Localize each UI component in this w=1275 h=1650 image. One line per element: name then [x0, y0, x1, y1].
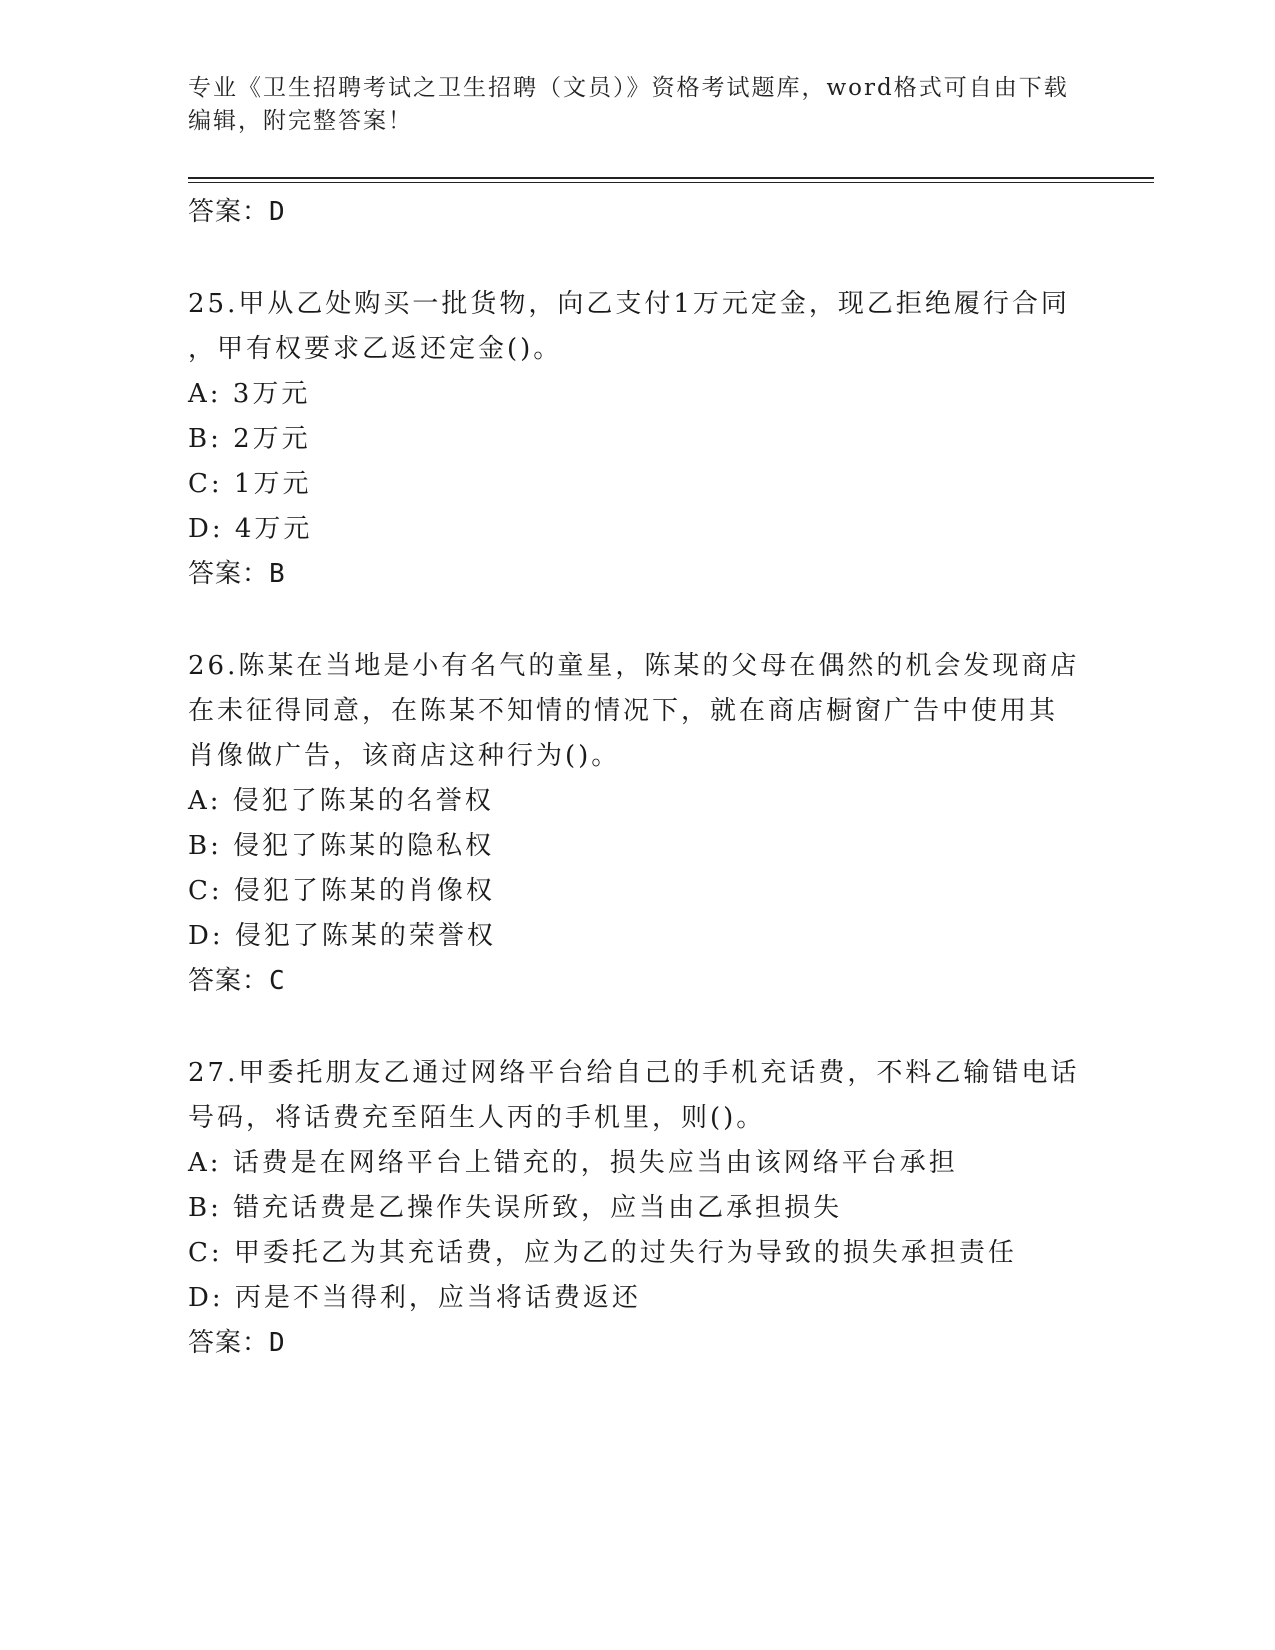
- previous-answer: [188, 190, 1088, 235]
- header-line-2: 编辑，附完整答案！: [188, 108, 413, 134]
- question-stem-line: ，甲有权要求乙返还定金()。: [188, 334, 563, 364]
- answer-label: 答案：: [188, 197, 270, 227]
- option-a: A: 话费是在网络平台上错充的，损失应当由该网络平台承担: [188, 1148, 958, 1178]
- question-stem-line: 25.甲从乙处购买一批货物，向乙支付1万元定金，现乙拒绝履行合同: [188, 289, 1070, 319]
- header-rule-thick: [188, 177, 1154, 179]
- option-a: A: 侵犯了陈某的名誉权: [188, 786, 494, 816]
- answer-value: D: [269, 1328, 286, 1358]
- question-stem-line: 在未征得同意，在陈某不知情的情况下，就在商店橱窗广告中使用其: [188, 696, 1059, 726]
- option-d: D: 4万元: [188, 514, 313, 544]
- question-stem-line: 27.甲委托朋友乙通过网络平台给自己的手机充话费，不料乙输错电话: [188, 1058, 1080, 1088]
- question-answer: [188, 959, 1088, 1004]
- question-answer: [188, 552, 1088, 597]
- answer-label: 答案：: [188, 1328, 270, 1358]
- option-b: B: 错充话费是乙操作失误所致，应当由乙承担损失: [188, 1193, 843, 1223]
- option-d: D: 丙是不当得利，应当将话费返还: [188, 1283, 641, 1313]
- option-a: A: 3万元: [188, 379, 311, 409]
- header-line-1: 专业《卫生招聘考试之卫生招聘（文员）》资格考试题库，word格式可自由下载: [188, 75, 1069, 101]
- option-b: B: 2万元: [188, 424, 311, 454]
- option-d: D: 侵犯了陈某的荣誉权: [188, 921, 496, 951]
- answer-label: 答案：: [188, 966, 270, 996]
- header-rule-thin: [188, 182, 1154, 183]
- answer-value: C: [269, 966, 286, 996]
- answer-label: 答案：: [188, 559, 270, 589]
- question-stem-line: 号码，将话费充至陌生人丙的手机里，则()。: [188, 1103, 766, 1133]
- page-header: [188, 72, 1088, 138]
- question-26: [188, 644, 1088, 1004]
- option-c: C: 1万元: [188, 469, 312, 499]
- question-25: [188, 282, 1088, 597]
- answer-value: D: [269, 197, 286, 227]
- question-stem-line: 26.陈某在当地是小有名气的童星，陈某的父母在偶然的机会发现商店: [188, 651, 1080, 681]
- question-list: [188, 190, 1088, 1366]
- question-stem-line: 肖像做广告，该商店这种行为()。: [188, 741, 621, 771]
- question-27: [188, 1051, 1088, 1366]
- question-answer: [188, 1321, 1088, 1366]
- option-c: C: 甲委托乙为其充话费，应为乙的过失行为导致的损失承担责任: [188, 1238, 1017, 1268]
- option-c: C: 侵犯了陈某的肖像权: [188, 876, 495, 906]
- option-b: B: 侵犯了陈某的隐私权: [188, 831, 495, 861]
- answer-value: B: [269, 559, 286, 589]
